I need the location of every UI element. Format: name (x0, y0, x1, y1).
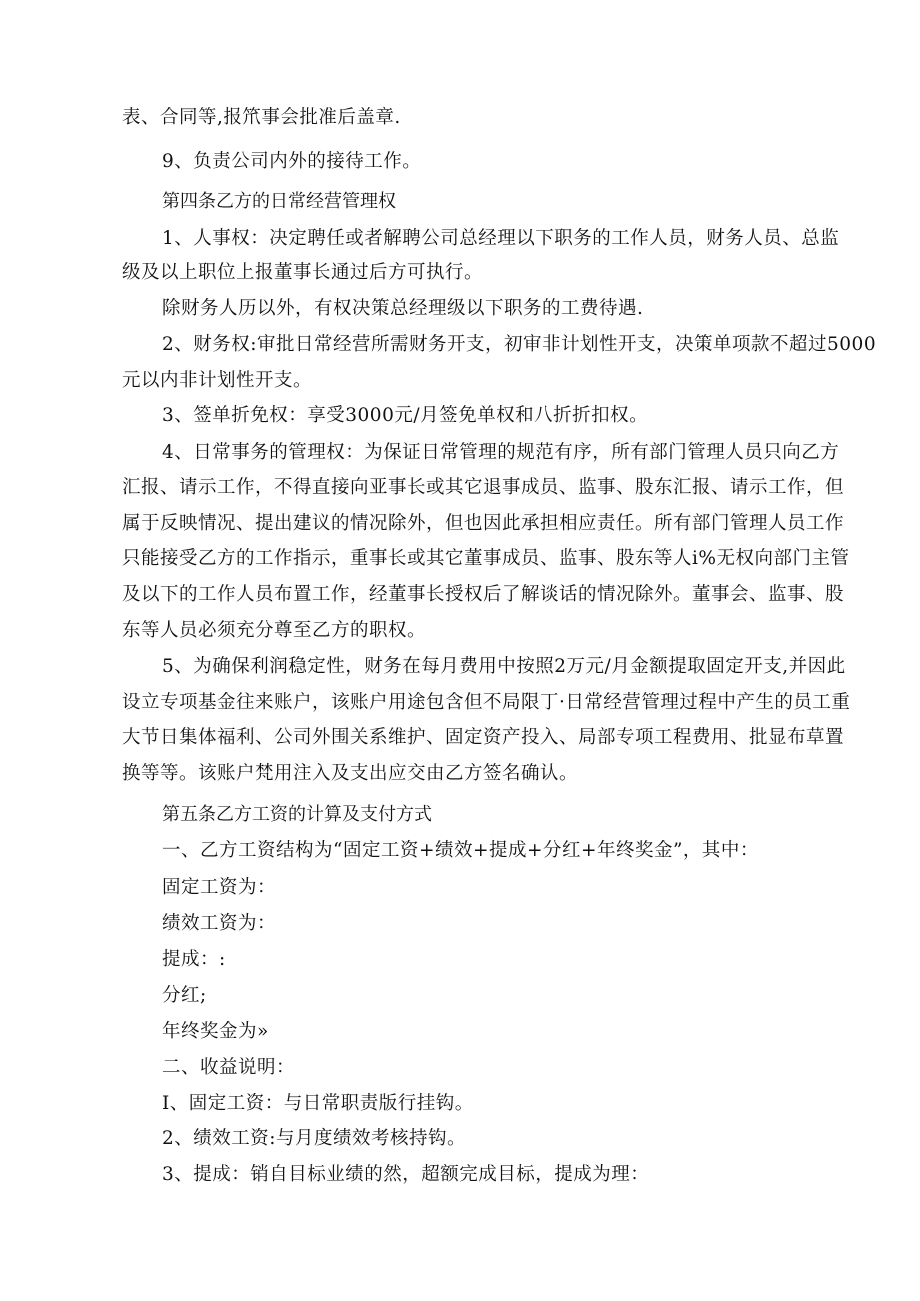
paragraph-line: 提成：: (162, 949, 226, 970)
paragraph-line: 年终奖金为» (162, 1021, 269, 1042)
paragraph-line: 9、负责公司内外的接待工作。 (162, 151, 422, 172)
section-heading: 第四条乙方的日常经营管理权 (162, 191, 396, 212)
paragraph-line: 元以内非计划性开支。 (122, 370, 313, 391)
paragraph-line: 5、为确保利润稳定性，财务在每月费用中按照2万元/月金额提取固定开支,并因此 (162, 656, 846, 677)
paragraph-line: 2、绩效工资:与月度绩效考核持钩。 (162, 1128, 467, 1149)
paragraph-line: 分红; (162, 985, 207, 1006)
paragraph-line: 绩效工资为： (162, 913, 277, 934)
paragraph-line: 二、收益说明： (162, 1057, 296, 1078)
paragraph-line: 级及以上职位上报董事长通过后方可执行。 (122, 262, 484, 283)
paragraph-line: 大节日集体福利、公司外围关系维护、固定资产投入、局部专项工程费用、批显布草置 (122, 727, 845, 748)
paragraph-line: I、固定工资：与日常职责版行挂钩。 (162, 1093, 474, 1114)
paragraph-line: 换等等。该账户梵用注入及支出应交由乙方签名确认。 (122, 763, 579, 784)
paragraph-line: 固定工资为： (162, 877, 277, 898)
paragraph-line: 设立专项基金往来账户，该账户用途包含但不局限丁·日常经营管理过程中产生的员工重 (122, 692, 851, 713)
paragraph-line: 只能接受乙方的工作指示，重事长或其它董事成员、监事、股东等人i%无权向部门主管 (122, 548, 850, 569)
paragraph-line: 2、财务权:审批日常经营所需财务开支，初审非计划性开支，决策单项款不超过5000 (162, 334, 877, 355)
paragraph-line: 表、合同等,报笊事会批准后盖章. (122, 107, 401, 128)
paragraph-line: 3、提成：销自目标业绩的然，超额完成目标，提成为理： (162, 1164, 650, 1185)
paragraph-line: 东等人员必须充分尊至乙方的职权。 (122, 620, 427, 641)
paragraph-line: 3、签单折免权：享受3000元/月签免单权和八折折扣权。 (162, 405, 649, 426)
paragraph-line: 除财务人历以外，有权决策总经理级以下职务的工费待遇. (162, 298, 644, 319)
paragraph-line: 1、人事权：决定聘任或者解聘公司总经理以下职务的工作人员，财务人员、总监 (162, 228, 840, 249)
paragraph-line: 4、日常事务的管理权：为保证日常管理的规范有序，所有部门管理人员只向乙方 (162, 442, 840, 463)
paragraph-line: 汇报、请示工作，不得直接向亚事长或其它退事成员、监事、股东汇报、请示工作，但 (122, 477, 845, 498)
paragraph-line: 属于反映情况、提出建议的情况除外，但也因此承担相应责任。所有部门管理人员工作 (122, 513, 845, 534)
paragraph-line: 一、乙方工资结构为“固定工资+绩效+提成+分红+年终奖金”，其中： (162, 840, 759, 861)
paragraph-line: 及以下的工作人员布置工作，经董事长授权后了解谈话的情况除外。董事会、监事、股 (122, 584, 845, 605)
section-heading: 第五条乙方工资的计算及支付方式 (162, 804, 432, 825)
